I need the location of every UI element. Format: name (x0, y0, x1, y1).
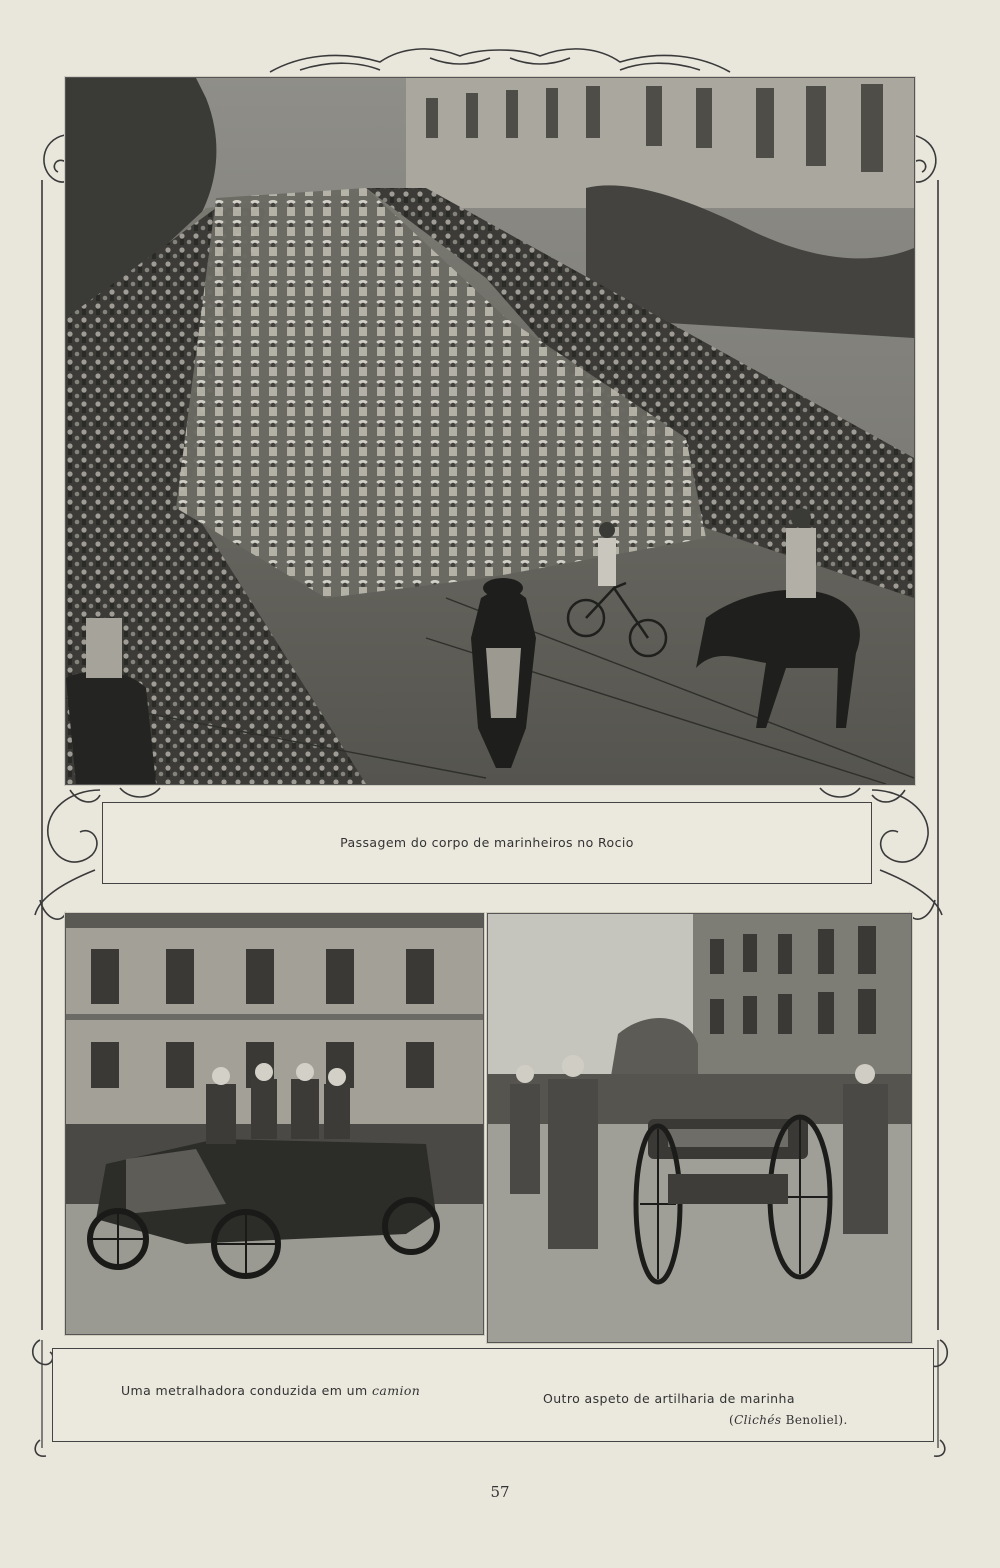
caption-box-main (102, 802, 872, 884)
caption-truck-italic: camion (371, 1383, 421, 1398)
photo-naval-artillery (487, 913, 912, 1343)
truck-photograph (66, 914, 483, 1334)
credit-cliches: Clichés (734, 1413, 782, 1427)
credit-open: ( (729, 1413, 735, 1427)
caption-naval-artillery: Outro aspeto de artilharia de marinha (543, 1391, 795, 1406)
page-number: 57 (490, 1483, 510, 1501)
caption-box-bottom (52, 1348, 934, 1442)
artillery-photograph (488, 914, 911, 1342)
caption-sailors-parade: Passagem do corpo de marinheiros no Rocio (340, 835, 634, 850)
photo-credit (729, 1413, 848, 1427)
caption-machine-gun-truck (121, 1383, 420, 1398)
photo-machine-gun-truck (65, 913, 484, 1335)
photo-sailors-parade (65, 77, 915, 785)
parade-photograph (66, 78, 914, 784)
caption-truck-text: Uma metralhadora conduzida em um (121, 1383, 372, 1398)
credit-name: Benoliel). (781, 1413, 848, 1427)
